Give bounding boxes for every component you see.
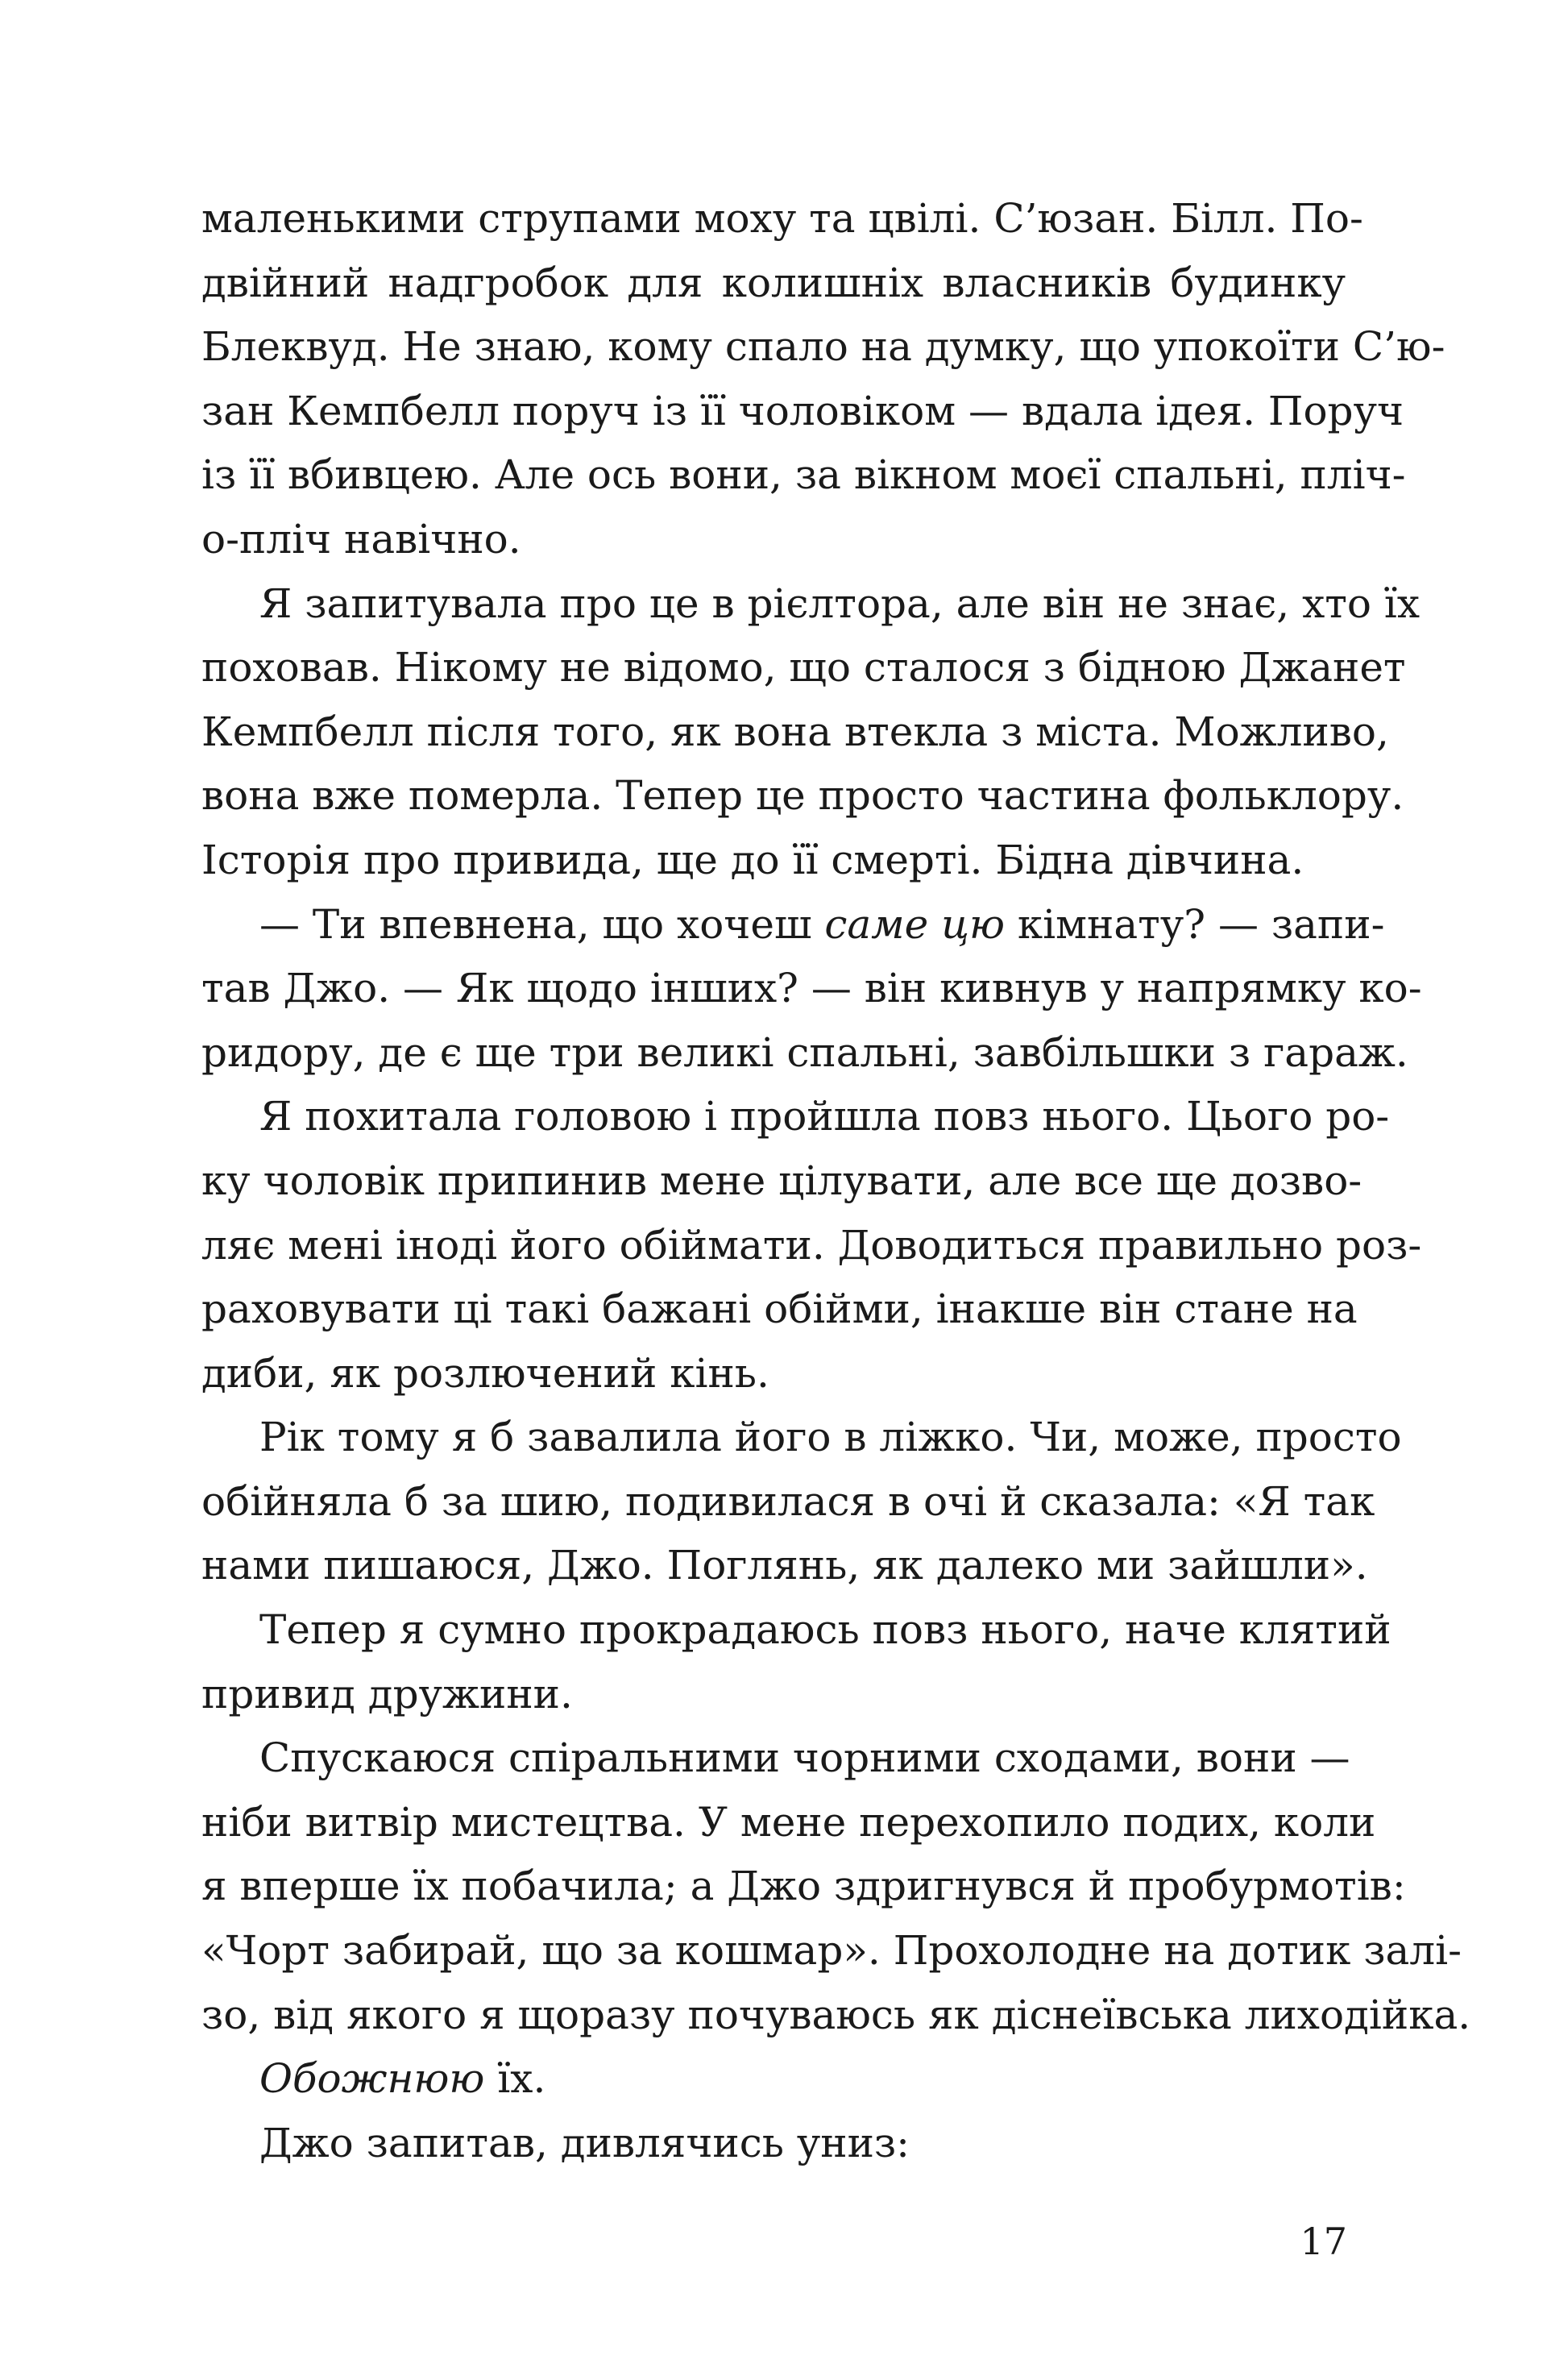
italic-text: саме цю	[824, 900, 1005, 948]
text-line: о-пліч навічно.	[201, 515, 521, 563]
text-line: обійняла б за шию, подивилася в очі й сказала: «Я так	[201, 1477, 1375, 1525]
text-line: «Чорт забирай, що за кошмар». Прохолодне на дотик залі-	[201, 1927, 1462, 1975]
text-line: тав Джо. — Як щодо інших? — він кивнув у напрямку ко-	[201, 965, 1422, 1012]
text-line: диби, як розлючений кінь.	[201, 1349, 769, 1397]
text-line: із її вбивцею. Але ось вони, за вікном моєї спальні, пліч-	[201, 451, 1406, 499]
text-line: Я запитувала про це в рієлтора, але він не знає, хто їх	[259, 579, 1421, 627]
text-line: привид дружини.	[201, 1670, 573, 1718]
page-number: 17	[1300, 2220, 1347, 2263]
text-line: ніби витвір мистецтва. У мене перехопило подих, коли	[201, 1798, 1376, 1846]
text-line: зан Кемпбелл поруч із її чоловіком — вдала ідея. Поруч	[201, 387, 1404, 434]
text-line: нами пишаюся, Джо. Поглянь, як далеко ми зайшли».	[201, 1542, 1368, 1589]
text-line: ляє мені іноді його обіймати. Доводиться правильно роз-	[201, 1221, 1422, 1269]
text-segment: кімнату? — запи-	[1005, 900, 1385, 948]
text-line: Блеквуд. Не знаю, кому спало на думку, що упокоїти С’ю-	[201, 323, 1445, 371]
text-line: Рік тому я б завалила його в ліжко. Чи, може, просто	[259, 1414, 1402, 1461]
text-segment: їх.	[484, 2055, 546, 2103]
text-line: Тепер я сумно прокрадаюсь повз нього, наче клятий	[259, 1606, 1391, 1654]
text-line: я вперше їх побачила; а Джо здригнувся й пробурмотів:	[201, 1863, 1406, 1910]
text-line	[201, 2047, 1346, 2112]
text-line: Спускаюся спіральними чорними сходами, вони —	[259, 1734, 1350, 1782]
text-line: раховувати ці такі бажані обійми, інакше він стане на	[201, 1286, 1358, 1333]
text-line: ку чоловік припинив мене цілувати, але все ще дозво-	[201, 1157, 1362, 1204]
text-line: маленькими струпами моху та цвілі. С’юзан. Білл. По-	[201, 195, 1363, 242]
text-line: Історія про привида, ще до її смерті. Бідна дівчина.	[201, 836, 1304, 883]
text-line: зо, від якого я щоразу почуваюсь як діснеївська лиходійка.	[201, 1991, 1471, 2038]
text-line: поховав. Нікому не відомо, що сталося з бідною Джанет	[201, 644, 1406, 692]
text-line: Я похитала головою і пройшла повз нього. Цього ро-	[259, 1093, 1390, 1140]
text-line: ридору, де є ще три великі спальні, завбільшки з гараж.	[201, 1028, 1408, 1076]
text-line: двійний надгробок для колишніх власників будинку	[201, 259, 1346, 306]
italic-text: Обожнюю	[259, 2055, 485, 2103]
text-line: Джо запитав, дивлячись униз:	[259, 2119, 910, 2166]
text-line	[201, 893, 1385, 957]
text-line: Кемпбелл після того, як вона втекла з міста. Можливо,	[201, 708, 1389, 755]
text-segment: — Ти впевнена, що хочеш	[259, 900, 825, 948]
text-line: вона вже померла. Тепер це просто частина фольклору.	[201, 772, 1404, 820]
body-text	[201, 187, 1471, 2175]
